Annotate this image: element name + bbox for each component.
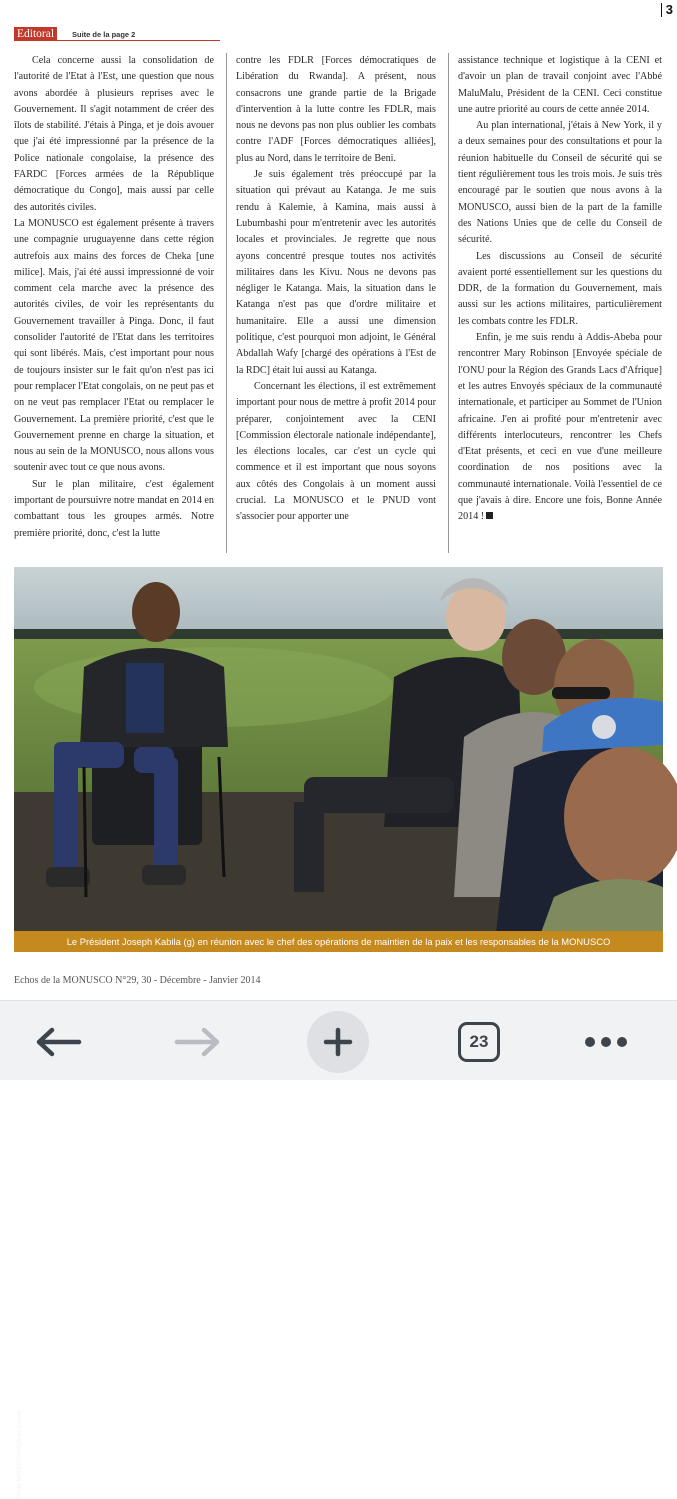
paragraph: Cela concerne aussi la consolidation de l'autorité de l'Etat à l'Est, une question que nous avons abordée à plusieurs reprises avec le Gouvernement. Il s'agit notamment de créer des îlots de stabilité. J'étais à Pinga, et je dois avouer que j'ai été impressionné par la présence de la Police nationale congolaise, la présence des FARDC [Forces armées de la République démocratique du Congo], mais aussi par celle des autorités civiles.: [14, 55, 214, 213]
page-number: 3: [661, 3, 673, 17]
article-column-1: [14, 53, 214, 559]
column-divider: [448, 53, 449, 553]
plus-icon: [323, 1027, 353, 1057]
paragraph: Au plan international, j'étais à New York, il y a deux semaines pour des consultations et pour la réunion habituelle du Conseil de sécurité qui se tient régulièrement tous les trois mois. Je suis très encouragé par le soutien que nous avons à la MONUSCO, aussi bien de la part de la famille des Nations Unies que de celle du Conseil de sécurité.: [458, 120, 662, 246]
more-dots-icon: [584, 1036, 628, 1048]
column-divider: [226, 53, 227, 553]
paragraph-text: Enfin, je me suis rendu à Addis-Abeba pour rencontrer Mary Robinson [Envoyée spéciale de l'ONU pour la Région des Grands Lacs d'Afrique] et les autres Envoyés spéciaux de la communauté internationale, et participer au Sommet de l'Union africaine. J'en ai profité pour m'entretenir avec différents interlocuteurs, rencontrer les Chefs d'Etat présents, et ceci en vue d'une meilleure coordination de nos positions avec la communauté internationale. Voilà l'essentiel de ce que j'avais à dire. Encore une fois, Bonne Année 2014 !: [458, 332, 662, 523]
arrow-right-icon: [175, 1027, 221, 1057]
paragraph: Les discussions au Conseil de sécurité avaient porté essentiellement sur les questions du DDR, de la formation du Gouvernement, mais aussi sur les actions militaires, particulièrement les combats contre les FDLR.: [458, 250, 662, 327]
article-column-3: [458, 53, 662, 559]
paragraph-final: [458, 330, 662, 526]
more-menu-button[interactable]: [575, 1011, 637, 1073]
paragraph: contre les FDLR [Forces démocratiques de Libération du Rwanda]. A présent, nous consacrons une grande partie de la Brigade d'intervention à la lutte contre les FDLR, mais nous ne devons pas non plus oublier les combats contre l'ADF [Forces démocratiques alliées], plus au Nord, dans le territoire de Beni.: [236, 55, 436, 164]
section-header: [14, 27, 220, 41]
continued-label: Suite de la page 2: [72, 30, 136, 39]
tab-count: 23: [458, 1022, 500, 1062]
issue-footer: Echos de la MONUSCO N°29, 30 - Décembre - Janvier 2014: [14, 975, 261, 986]
arrow-left-icon: [35, 1027, 81, 1057]
new-tab-circle: [307, 1011, 369, 1073]
paragraph: La MONUSCO est également présente à travers une compagnie uruguayenne dans cette région autrefois aux mains des forces de Cheka [une milice]. Mais, j'ai été aussi impressionné de voir comment cela marche avec la présence des autorités civiles, de voir les représentants du Gouvernement travailler à Pinga. Donc, il faut consolider l'autorité de l'Etat dans les territoires qui sont libérés. Mais, c'est important pour nous de toujours insister sur le fait qu'on n'est pas ici pour remplacer l'Etat congolais, on ne peut pas et on ne veut pas remplacer l'Etat ou remplacer le Gouvernement. La première priorité, c'est que le Gouvernement prenne en charge la situation, et nous au sein de la MONUSCO, nous allons vous soutenir avec tout ce que nous avons.: [14, 217, 214, 474]
section-tag: Editoral: [14, 27, 57, 41]
paragraph: assistance technique et logistique à la CENI et d'avoir un plan de travail conjoint avec l'Abbé MaluMalu, Président de la CENI. Ceci constitue une autre priorité au cours de cette année 2014.: [458, 55, 662, 115]
paragraph: Concernant les élections, il est extrêmement important pour nous de mettre à profit 2014 pour préparer, conjointement avec la CENI [Commission électorale nationale indépendante], les élections locales, car c'est un cycle qui commence et il est important que nous soyons aux côtés des Congolais à un moment aussi crucial. La MONUSCO et le PNUD vont s'associer pour apporter une: [236, 380, 436, 523]
photo-caption: Le Président Joseph Kabila (g) en réunion avec le chef des opérations de maintien de la paix et les responsables de la MONUSCO: [14, 931, 663, 952]
article-column-2: [236, 53, 436, 559]
new-tab-button[interactable]: [307, 1011, 369, 1073]
back-button[interactable]: [27, 1011, 89, 1073]
end-mark-icon: [486, 512, 493, 519]
lake-background: [14, 567, 663, 637]
tabs-button[interactable]: [448, 1011, 510, 1073]
article-columns: [14, 53, 662, 559]
paragraph: Sur le plan militaire, c'est également important de poursuivre notre mandat en 2014 en combattant tous les groupes armés. Notre première priorité, donc, c'est la lutte: [14, 478, 214, 539]
photo-credit: Photo MONUSCO/Sylvain Liechti: [17, 1410, 23, 1499]
browser-bottom-toolbar: [0, 1000, 677, 1080]
paragraph: Je suis également très préoccupé par la situation qui prévaut au Katanga. Je me suis rendu à Kalemie, à Kamina, mais aussi à Lubumbashi pour m'entretenir avec les autorités locales et provinciales. Je regrette que nous ayons concentré presque toutes nos activités militaires dans les Kivu. Nous ne devons pas négliger le Katanga. Mais, la situation dans le Katanga n'est pas que d'ordre militaire et humanitaire. Elle a aussi une dimension politique, c'est pourquoi mon adjoint, le Général Abdallah Wafy [chargé des opérations à l'Est de la RDC] était lui aussi au Katanga.: [236, 169, 436, 376]
forward-button[interactable]: [167, 1011, 229, 1073]
photo-illustration: [14, 567, 663, 952]
